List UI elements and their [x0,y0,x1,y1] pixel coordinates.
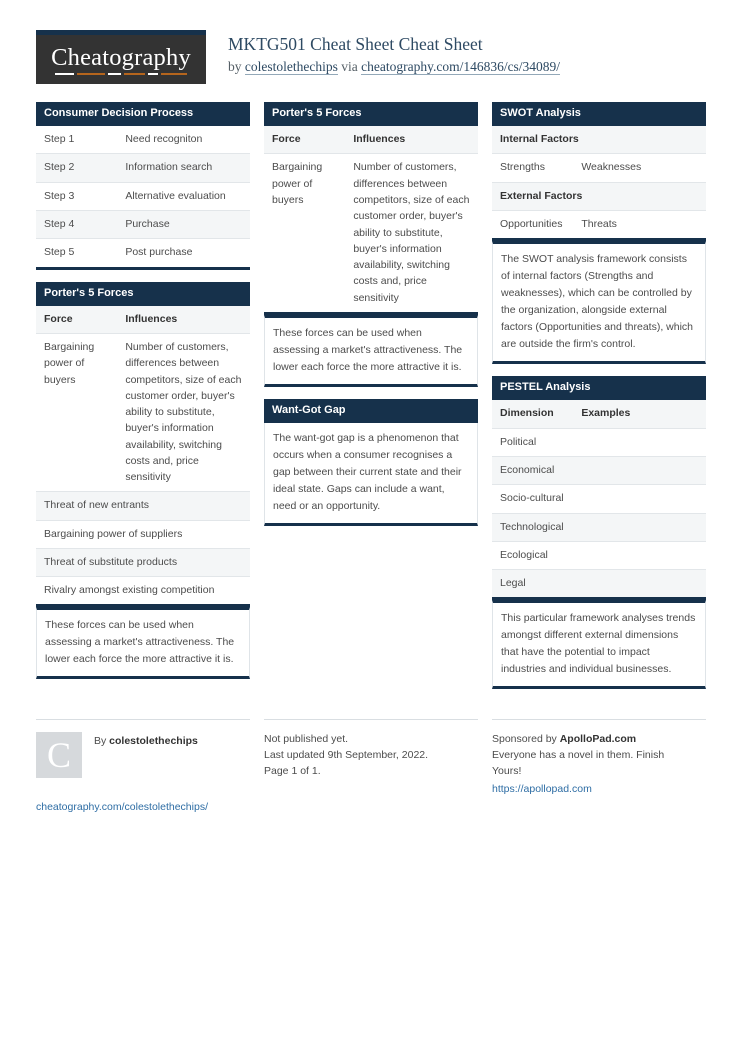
cell-weaknesses: Weaknesses [573,154,706,182]
author-row [36,732,250,778]
cell-step: Step 2 [36,154,117,182]
column-header-influences: Influences [345,126,478,154]
block-description: The want-got gap is a phenomenon that occurs when a consumer recognises a gap between their current state and their ideal state. Gaps can include a want, need or an opportunity. [264,423,478,526]
table-row[interactable] [36,126,250,154]
page-byline [228,58,560,76]
block-description: These forces can be used when assessing a market's attractiveness. The lower each force the more attractive it is. [36,607,250,679]
table-row[interactable] [36,548,250,576]
table-section-row [492,182,706,210]
byline-prefix: by [228,59,245,74]
table-row[interactable] [36,492,250,520]
footer-sponsor-column [492,719,706,816]
column-1 [36,102,250,691]
column-2 [264,102,478,538]
table-consumer-decision-process [36,126,250,269]
block-porters-5-forces-continued [264,102,478,387]
cell-step: Step 5 [36,239,117,268]
column-header-examples: Examples [573,400,706,428]
cell-dimension: Political [492,428,706,456]
table-row[interactable] [36,182,250,210]
cell-value: Information search [117,154,250,182]
table-row[interactable] [492,541,706,569]
table-row[interactable] [36,577,250,606]
content-columns [36,102,714,701]
column-header-dimension: Dimension [492,400,573,428]
cell-influences: Number of customers, differences between competitors, size of each customer order, buyer's ability to substitute, buyer's information availability, switching costs and, price sensitivity [117,333,250,491]
column-header-influences: Influences [117,306,250,334]
table-header-row [264,126,478,154]
block-title: Porter's 5 Forces [264,102,478,126]
table-row[interactable] [36,239,250,268]
cell-value: Purchase [117,210,250,238]
block-title: Porter's 5 Forces [36,282,250,306]
cell-force: Bargaining power of suppliers [36,520,250,548]
cell-opportunities: Opportunities [492,210,573,239]
cell-influences: Number of customers, differences between competitors, size of each customer order, buyer's ability to substitute, buyer's information availability, switching costs and, price sensitivity [345,154,478,313]
cell-strengths: Strengths [492,154,573,182]
block-description: These forces can be used when assessing a market's attractiveness. The lower each force the more attractive it is. [264,315,478,387]
masthead [36,30,714,84]
block-swot-analysis [492,102,706,364]
footer-author-column [36,719,250,816]
author-profile-link[interactable]: cheatography.com/colestolethechips/ [36,801,208,814]
logo-underline-decoration [55,73,187,75]
table-porters-5-forces [36,306,250,608]
page-footer [36,719,714,816]
last-updated: Last updated 9th September, 2022. [264,749,429,762]
table-row[interactable] [36,333,250,491]
cell-threats: Threats [573,210,706,239]
table-row[interactable] [36,210,250,238]
cell-dimension: Technological [492,513,706,541]
cell-step: Step 4 [36,210,117,238]
cell-value: Post purchase [117,239,250,268]
cell-section-label: External Factors [492,182,706,210]
publish-status: Not published yet. [264,733,349,746]
column-3 [492,102,706,701]
cell-value: Alternative evaluation [117,182,250,210]
table-row[interactable] [492,210,706,239]
cell-force: Bargaining power of buyers [36,333,117,491]
cell-value: Need recogniton [117,126,250,154]
cell-dimension: Legal [492,570,706,599]
column-header-force: Force [264,126,345,154]
block-title: Consumer Decision Process [36,102,250,126]
page-title: MKTG501 Cheat Sheet Cheat Sheet [228,34,483,54]
table-row[interactable] [492,456,706,484]
block-title: Want-Got Gap [264,399,478,423]
sponsor-name[interactable]: ApolloPad.com [559,733,637,746]
sponsor-tagline-line-1: Everyone has a novel in them. Finish [492,749,665,762]
sponsor-line [492,732,706,748]
cell-force: Bargaining power of buyers [264,154,345,313]
table-row[interactable] [492,570,706,599]
cell-force: Rivalry amongst existing competition [36,577,250,606]
table-pestel-analysis [492,400,706,600]
sponsor-prefix: Sponsored by [492,733,560,746]
cheatography-logo[interactable] [36,30,206,84]
cell-dimension: Socio-cultural [492,485,706,513]
sponsor-url-link[interactable]: https://apollopad.com [492,782,592,795]
column-header-force: Force [36,306,117,334]
table-row[interactable] [492,154,706,182]
table-row[interactable] [264,154,478,313]
page-info: Page 1 of 1. [264,764,321,777]
logo-wordmark: Cheatography [51,43,191,71]
table-section-row [492,126,706,154]
table-row[interactable] [492,485,706,513]
byline-via: via [337,59,362,74]
table-porters-5-forces-continued [264,126,478,315]
byline-source-link[interactable]: cheatography.com/146836/cs/34089/ [361,59,561,74]
table-row[interactable] [492,513,706,541]
cell-dimension: Ecological [492,541,706,569]
avatar: C [36,732,82,778]
author-credit-name[interactable]: colestolethechips [109,735,198,748]
cell-step: Step 1 [36,126,117,154]
table-row[interactable] [36,520,250,548]
table-header-row [492,400,706,428]
byline-author[interactable]: colestolethechips [244,59,338,74]
footer-meta-column [264,719,478,816]
block-pestel-analysis [492,376,706,689]
cell-force: Threat of substitute products [36,548,250,576]
table-row[interactable] [36,154,250,182]
block-consumer-decision-process [36,102,250,270]
table-header-row [36,306,250,334]
cell-section-label: Internal Factors [492,126,706,154]
cell-step: Step 3 [36,182,117,210]
cell-force: Threat of new entrants [36,492,250,520]
author-credit-prefix: By [94,735,110,748]
title-block [206,30,560,76]
cell-dimension: Economical [492,456,706,484]
sponsor-tagline-line-2: Yours! [492,764,522,777]
block-want-got-gap [264,399,478,526]
block-title: SWOT Analysis [492,102,706,126]
table-row[interactable] [492,428,706,456]
block-title: PESTEL Analysis [492,376,706,400]
block-description: The SWOT analysis framework consists of internal factors (Strengths and weaknesses), which can be controlled by the organization, alongside external factors (Opportunities and threats), which are outside the firm's control. [492,241,706,364]
author-credit [94,732,198,750]
block-porters-5-forces [36,282,250,680]
block-description: This particular framework analyses trends amongst different external dimensions that have the potential to impact industries and individual businesses. [492,600,706,689]
table-swot-analysis [492,126,706,241]
